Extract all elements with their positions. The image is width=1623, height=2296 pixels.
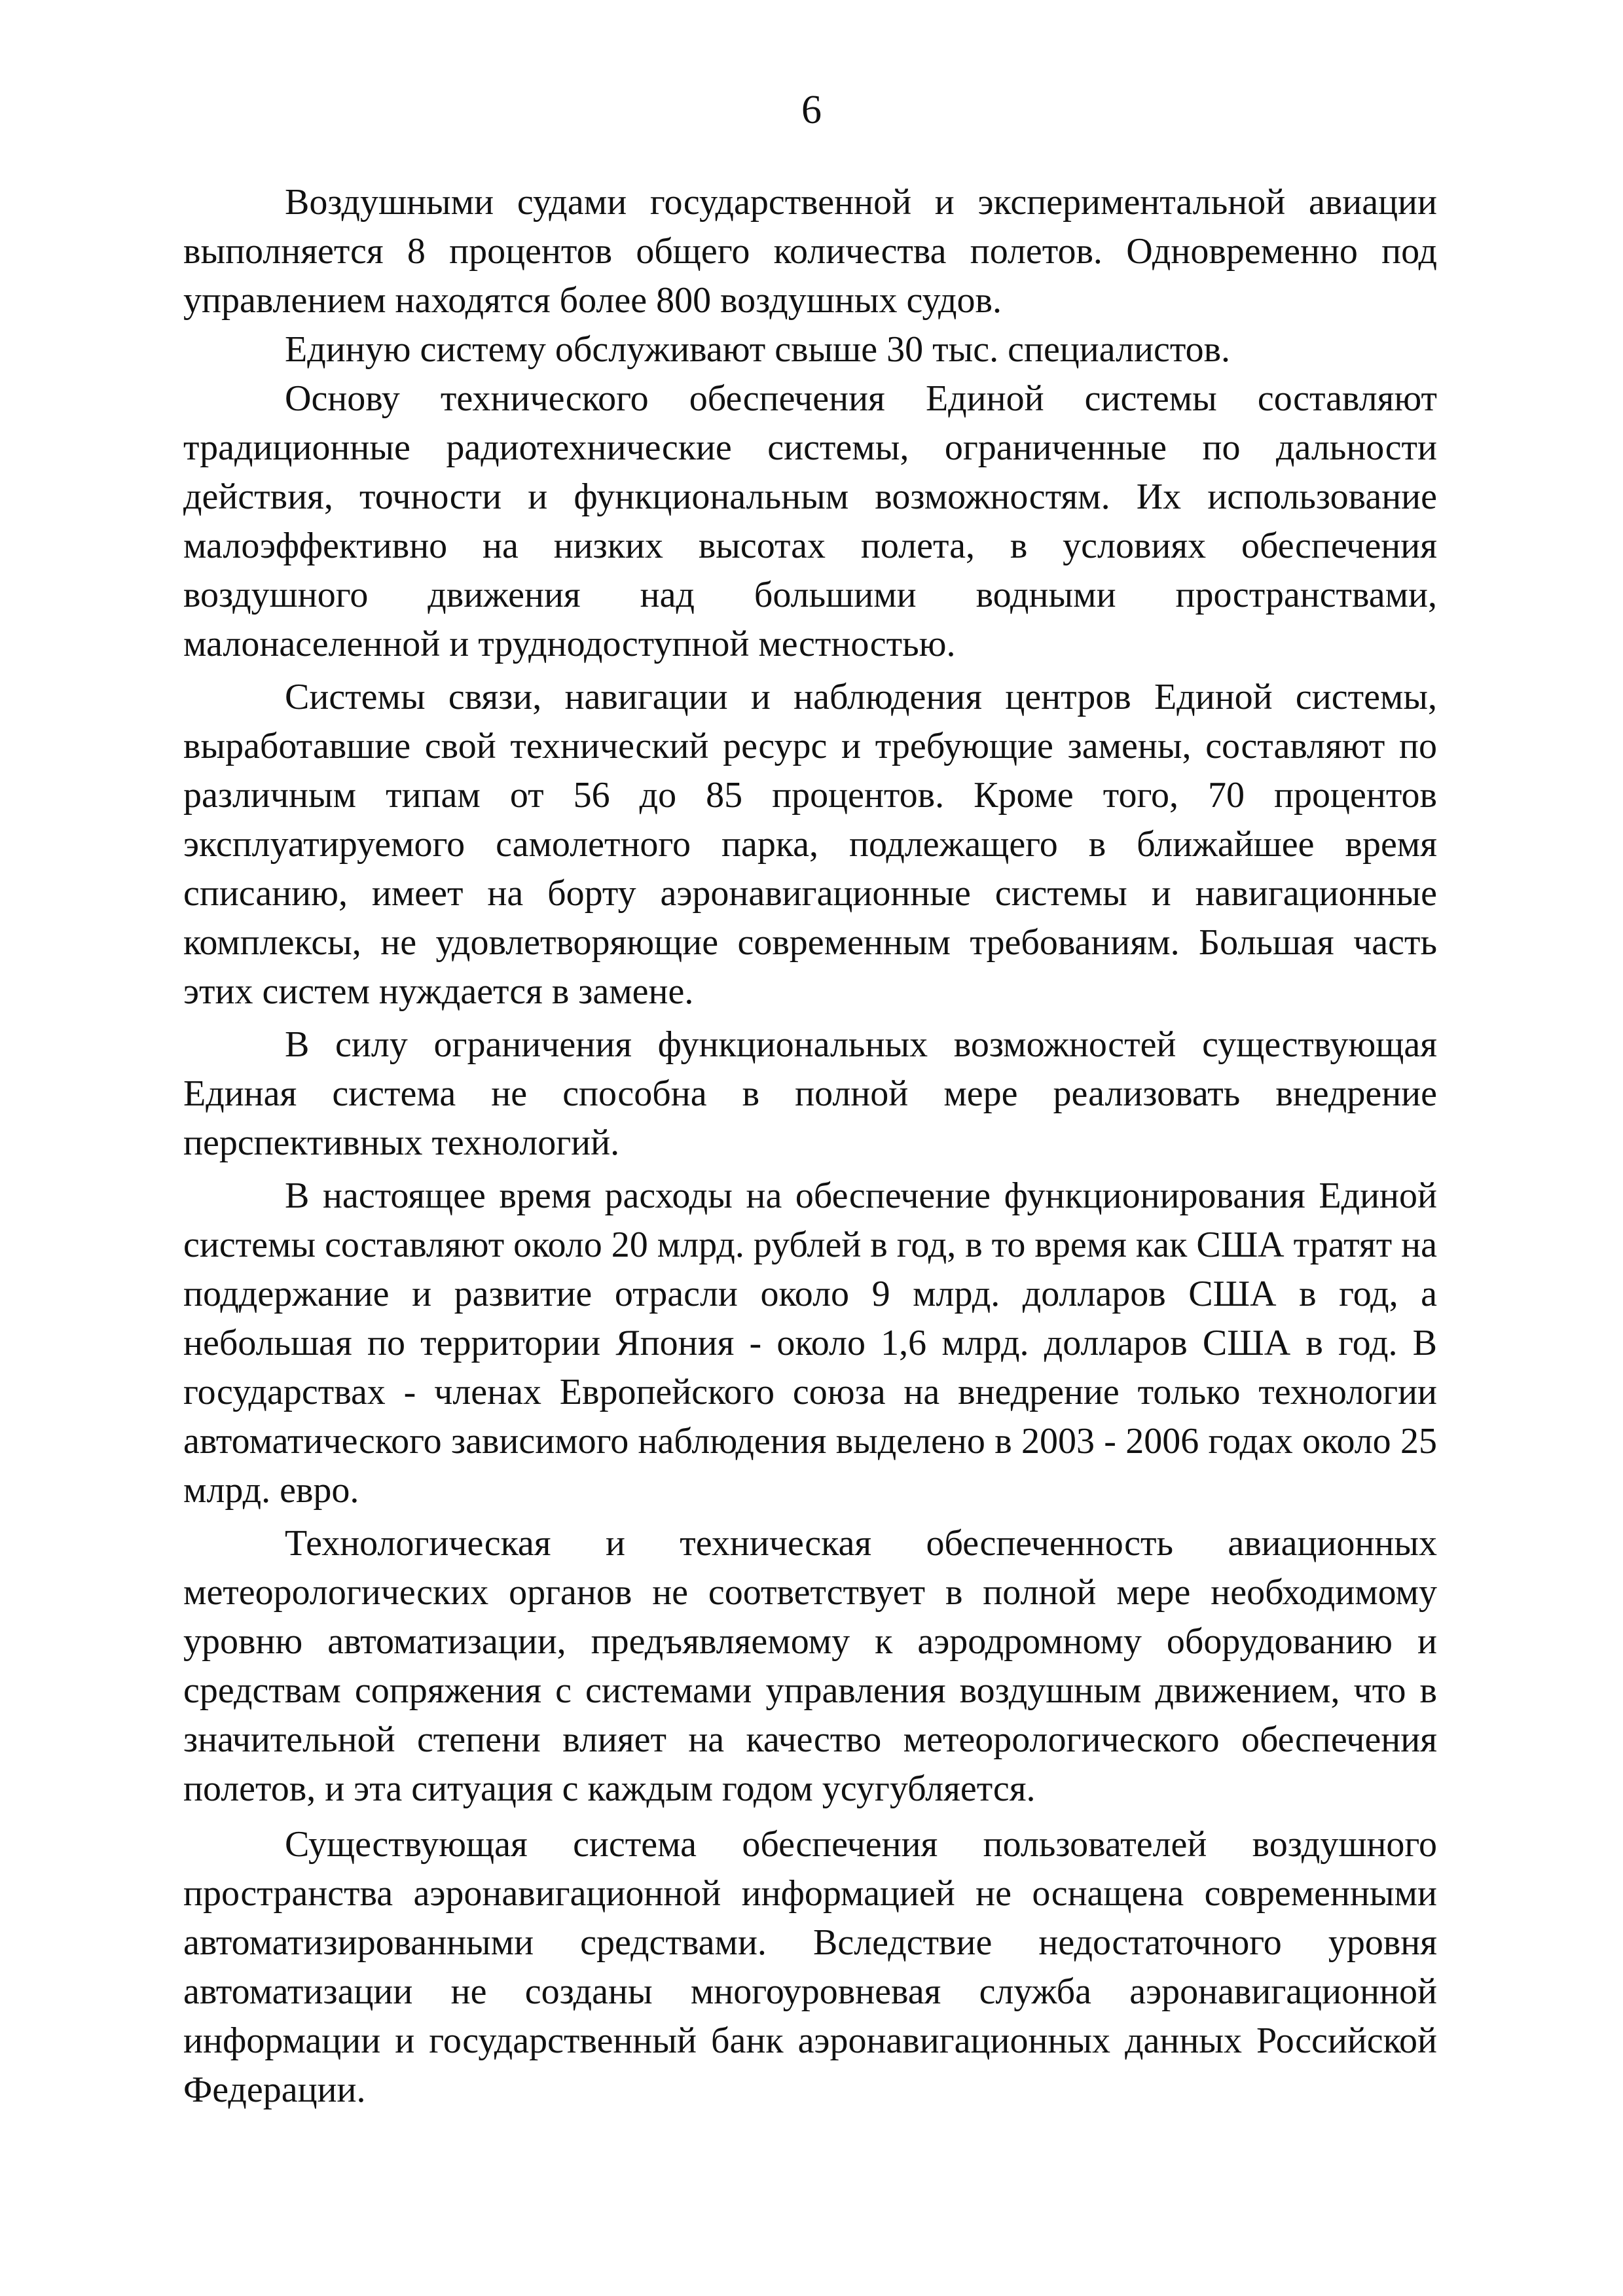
paragraph-limitations: В силу ограничения функциональных возможностей существующая Единая система не способна в полной мере реализовать внедрение перспективных технологий. [183, 1024, 1437, 1163]
paragraph-expenses: В настоящее время расходы на обеспечение функционирования Единой системы составляют около 20 млрд. рублей в год, в то время как США тратят на поддержание и развитие отрасли около 9 млрд. долларов США в год, а небольшая по территории Япония - около 1,6 млрд. долларов США в год. В государствах - членах Европейского союза на внедрение только технологии автоматического зависимого наблюдения выделено в 2003 - 2006 годах около 25 млрд. евро. [183, 1175, 1437, 1511]
page-number: 6 [801, 88, 822, 132]
paragraph-aircraft-share: Воздушными судами государственной и экспериментальной авиации выполняется 8 процентов общего количества полетов. Одновременно под управлением находятся более 800 воздушных судов. [183, 182, 1437, 321]
paragraph-staff: Единую систему обслуживают свыше 30 тыс. специалистов. [285, 329, 1231, 370]
body-text [183, 178, 1437, 2115]
paragraph-aeronautical-info: Существующая система обеспечения пользователей воздушного пространства аэронавигационной информацией не оснащена современными автоматизированными средствами. Вследствие недостаточного уровня автоматизации не созданы многоуровневая служба аэронавигационной информации и государственный банк аэронавигационных данных Российской Федерации. [183, 1824, 1437, 2110]
paragraph-meteorology: Технологическая и техническая обеспеченность авиационных метеорологических органов не соответствует в полной мере необходимому уровню автоматизации, предъявляемому к аэродромному оборудованию и средствам сопряжения с системами управления воздушным движением, что в значительной степени влияет на качество метеорологического обеспечения полетов, и эта ситуация с каждым годом усугубляется. [183, 1523, 1437, 1809]
paragraph-cns-systems: Системы связи, навигации и наблюдения центров Единой системы, выработавшие свой технический ресурс и требующие замены, составляют по различным типам от 56 до 85 процентов. Кроме того, 70 процентов эксплуатируемого самолетного парка, подлежащего в ближайшее время списанию, имеет на борту аэронавигационные системы и навигационные комплексы, не удовлетворяющие современным требованиям. Большая часть этих систем нуждается в замене. [183, 677, 1437, 1012]
paragraph-technical-basis: Основу технического обеспечения Единой системы составляют традиционные радиотехнические системы, ограниченные по дальности действия, точности и функциональным возможностям. Их использование малоэффективно на низких высотах полета, в условиях обеспечения воздушного движения над большими водными пространствами, малонаселенной и труднодоступной местностью. [183, 378, 1437, 664]
